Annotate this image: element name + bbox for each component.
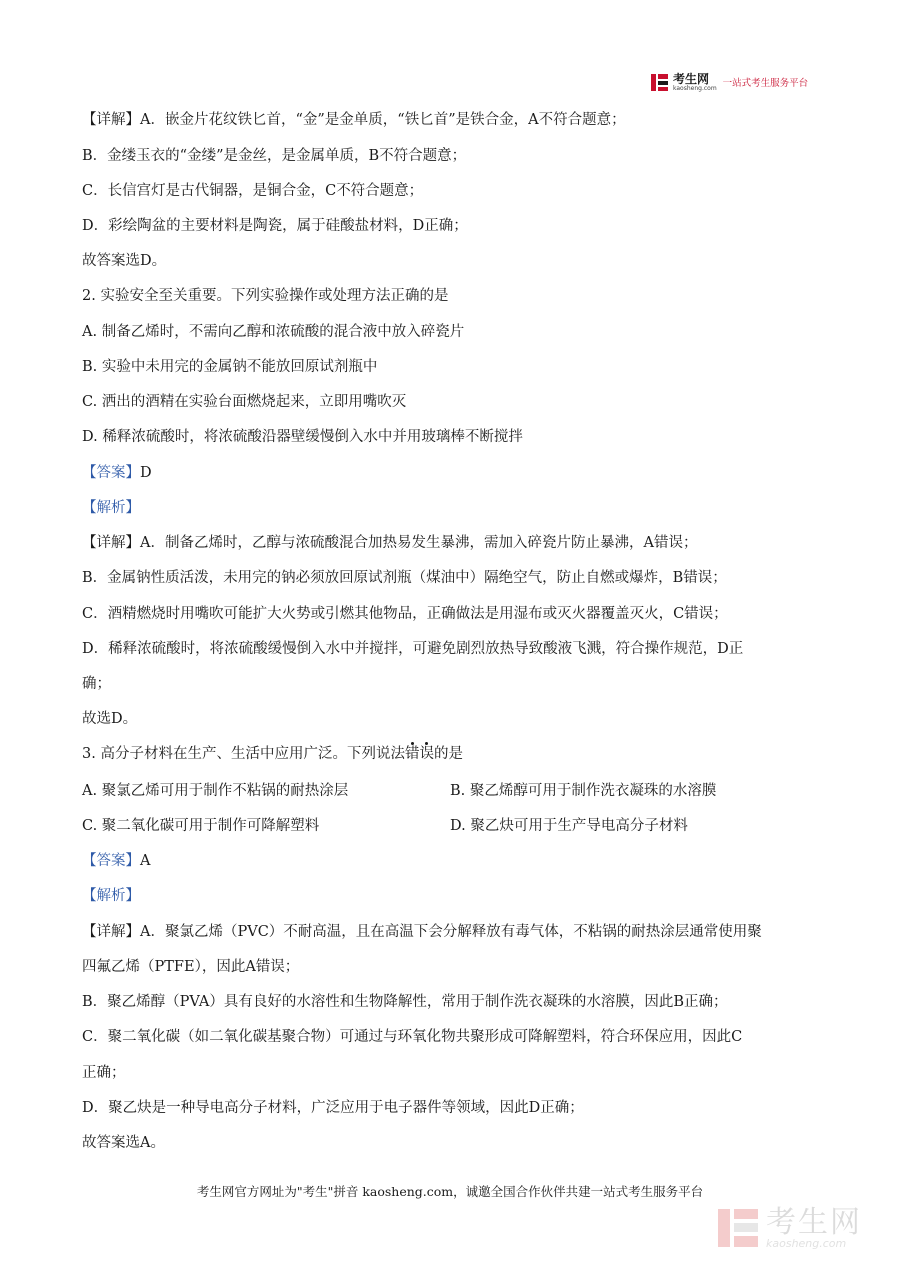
q3-stem bbox=[82, 744, 463, 764]
q2-option-a: A. 制备乙烯时，不需向乙醇和浓硫酸的混合液中放入碎瓷片 bbox=[82, 324, 465, 340]
watermark-logo-icon bbox=[716, 1206, 760, 1250]
q1-detail-a: 【详解】A．嵌金片花纹铁匕首，“金”是金单质，“铁匕首”是铁合金，A不符合题意； bbox=[82, 112, 626, 128]
q2-option-b: B. 实验中未用完的金属钠不能放回原试剂瓶中 bbox=[82, 359, 378, 375]
q2-detail-a: 【详解】A．制备乙烯时，乙醇与浓硫酸混合加热易发生暴沸，需加入碎瓷片防止暴沸，A错误； bbox=[82, 535, 698, 551]
q2-answer-value: D bbox=[140, 465, 152, 481]
q1-detail-d: D．彩绘陶盆的主要材料是陶瓷，属于硅酸盐材料，D正确； bbox=[82, 218, 468, 234]
q2-detail-d-2: 确； bbox=[82, 676, 111, 692]
q3-option-d: D. 聚乙炔可用于生产导电高分子材料 bbox=[450, 818, 688, 834]
logo-domain: kaosheng.com bbox=[673, 84, 717, 92]
q1-conclusion: 故答案选D。 bbox=[82, 253, 167, 269]
q1-detail-c: C．长信宫灯是古代铜器，是铜合金，C不符合题意； bbox=[82, 183, 424, 199]
watermark bbox=[716, 1206, 862, 1250]
logo-name: 考生网 bbox=[673, 71, 710, 86]
q3-stem-before: 3. 高分子材料在生产、生活中应用广泛。下列说法 bbox=[82, 746, 405, 762]
q1-detail-b: B．金缕玉衣的“金缕”是金丝，是金属单质，B不符合题意； bbox=[82, 148, 467, 164]
q3-detail-a-2: 四氟乙烯（PTFE），因此A错误； bbox=[82, 959, 300, 975]
logo-slogan: 一站式考生服务平台 bbox=[722, 78, 809, 89]
kaosheng-logo-icon bbox=[650, 72, 670, 92]
q3-analysis-label: 【解析】 bbox=[82, 888, 140, 904]
header-logo bbox=[650, 72, 808, 92]
q2-conclusion: 故选D。 bbox=[82, 711, 138, 727]
q2-option-c: C. 洒出的酒精在实验台面燃烧起来，立即用嘴吹灭 bbox=[82, 394, 407, 410]
q3-stem-emph-2: 误 bbox=[419, 746, 434, 762]
q3-detail-c-1: C．聚二氧化碳（如二氧化碳基聚合物）可通过与环氧化物共聚形成可降解塑料，符合环保应用，因此C bbox=[82, 1029, 743, 1045]
q3-detail-d: D．聚乙炔是一种导电高分子材料，广泛应用于电子器件等领域，因此D正确； bbox=[82, 1100, 584, 1116]
q3-detail-a-1: 【详解】A．聚氯乙烯（PVC）不耐高温，且在高温下会分解释放有毒气体，不粘锅的耐热涂层通常使用聚 bbox=[82, 924, 762, 940]
q2-detail-c: C．酒精燃烧时用嘴吹可能扩大火势或引燃其他物品，正确做法是用湿布或灭火器覆盖灭火，C错误； bbox=[82, 606, 728, 622]
q2-answer-label: 【答案】 bbox=[82, 465, 140, 481]
q3-conclusion: 故答案选A。 bbox=[82, 1135, 165, 1151]
footer-text: 考生网官方网址为"考生"拼音 kaosheng.com，诚邀全国合作伙伴共建一站式考生服务平台 bbox=[196, 1184, 704, 1199]
q3-detail-c-2: 正确； bbox=[82, 1065, 126, 1081]
q3-answer-value: A bbox=[140, 853, 151, 869]
q3-answer bbox=[82, 851, 150, 871]
q3-detail-b: B．聚乙烯醇（PVA）具有良好的水溶性和生物降解性，常用于制作洗衣凝珠的水溶膜，因此B正确； bbox=[82, 994, 728, 1010]
q3-stem-emph-1: 错 bbox=[404, 746, 420, 762]
q3-answer-label: 【答案】 bbox=[82, 853, 140, 869]
q2-detail-b: B．金属钠性质活泼，未用完的钠必须放回原试剂瓶（煤油中）隔绝空气，防止自燃或爆炸，B错误； bbox=[82, 570, 727, 586]
q2-analysis-label: 【解析】 bbox=[82, 500, 140, 516]
q2-detail-d-1: D．稀释浓硫酸时，将浓硫酸缓慢倒入水中并搅拌，可避免剧烈放热导致酸液飞溅，符合操作规范，D正 bbox=[82, 641, 744, 657]
q3-option-c: C. 聚二氧化碳可用于制作可降解塑料 bbox=[82, 818, 320, 834]
q2-option-d: D. 稀释浓硫酸时，将浓硫酸沿器壁缓慢倒入水中并用玻璃棒不断搅拌 bbox=[82, 429, 523, 445]
q2-answer bbox=[82, 463, 152, 483]
q3-option-a: A. 聚氯乙烯可用于制作不粘锅的耐热涂层 bbox=[82, 783, 349, 799]
q3-stem-after: 的是 bbox=[433, 746, 463, 762]
watermark-domain: kaosheng.com bbox=[766, 1236, 847, 1250]
q3-option-b: B. 聚乙烯醇可用于制作洗衣凝珠的水溶膜 bbox=[450, 783, 717, 799]
watermark-name: 考生网 bbox=[766, 1204, 862, 1240]
q2-stem: 2. 实验安全至关重要。下列实验操作或处理方法正确的是 bbox=[82, 288, 449, 304]
